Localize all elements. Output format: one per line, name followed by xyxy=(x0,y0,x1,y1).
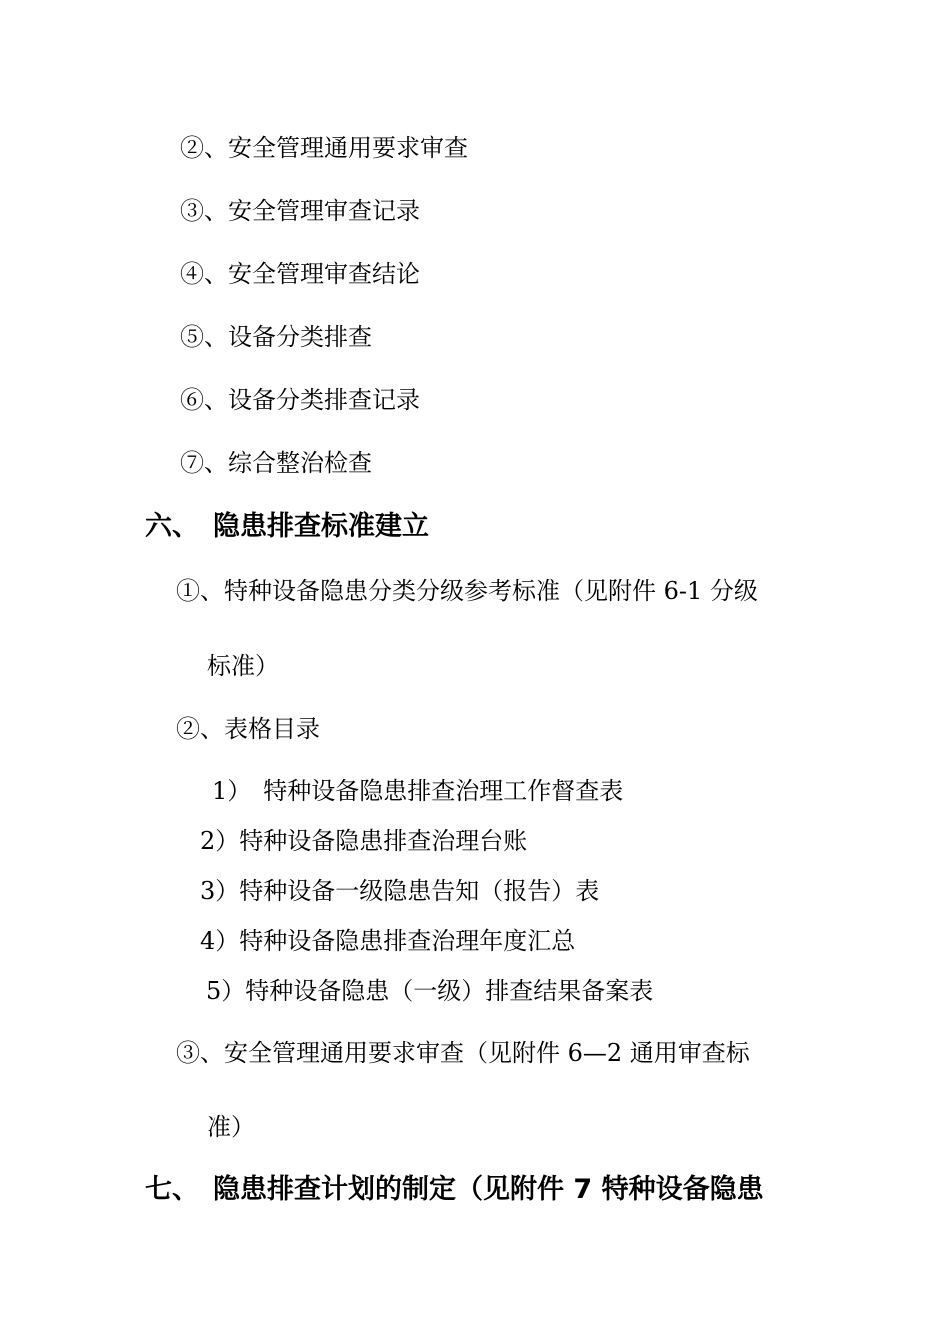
list-item: ②、安全管理通用要求审查 xyxy=(180,134,468,162)
section-heading-6 xyxy=(145,512,429,542)
list-item: ③、安全管理审查记录 xyxy=(180,197,420,225)
table-list-item: 1） 特种设备隐患排查治理工作督查表 xyxy=(212,777,624,805)
section-number: 七、 xyxy=(145,1174,199,1205)
list-item-continuation: 准） xyxy=(207,1113,255,1141)
section-number: 六、 xyxy=(145,511,199,542)
list-item: ⑥、设备分类排查记录 xyxy=(180,386,420,414)
list-item: ②、表格目录 xyxy=(176,715,320,743)
section-heading-7 xyxy=(145,1175,764,1205)
table-list-item: 3）特种设备一级隐患告知（报告）表 xyxy=(200,877,600,905)
table-list-item: 4）特种设备隐患排查治理年度汇总 xyxy=(200,927,576,955)
list-item: ③、安全管理通用要求审查（见附件 6—2 通用审查标 xyxy=(176,1039,750,1067)
table-list-item: 2）特种设备隐患排查治理台账 xyxy=(200,827,528,855)
section-title: 隐患排查计划的制定（见附件 7 特种设备隐患 xyxy=(213,1174,764,1205)
list-item: ⑤、设备分类排查 xyxy=(180,323,372,351)
table-list-item: 5）特种设备隐患（一级）排查结果备案表 xyxy=(206,977,654,1005)
list-item: ④、安全管理审查结论 xyxy=(180,260,420,288)
list-item: ①、特种设备隐患分类分级参考标准（见附件 6-1 分级 xyxy=(176,577,758,605)
section-title: 隐患排查标准建立 xyxy=(213,511,429,542)
list-item-continuation: 标准） xyxy=(207,652,279,680)
list-item: ⑦、综合整治检查 xyxy=(180,449,372,477)
